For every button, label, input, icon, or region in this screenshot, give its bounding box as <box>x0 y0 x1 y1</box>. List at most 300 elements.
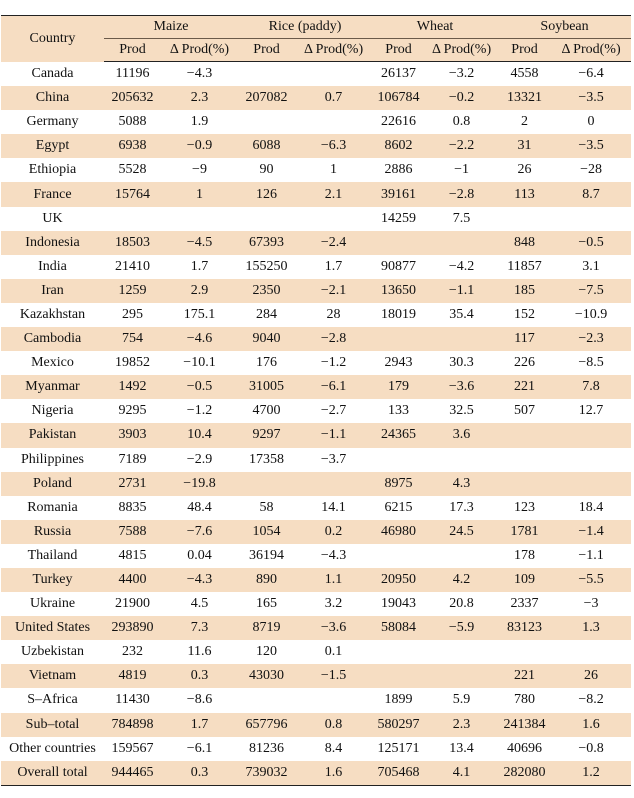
change-cell: −6.3 <box>295 134 372 158</box>
change-cell: −8.2 <box>578 692 604 708</box>
prod-cell: 133 <box>388 403 410 419</box>
change-cell: −2.7 <box>320 403 347 419</box>
change-cell: −3.5 <box>551 86 631 110</box>
change-cell: 28 <box>326 306 341 322</box>
change-cell: −4.5 <box>161 231 238 255</box>
change-cell: −1.1 <box>578 547 604 563</box>
change-cell: 1.7 <box>324 258 343 274</box>
country-cell: Egypt <box>1 134 104 158</box>
prod-cell: 739032 <box>238 761 295 786</box>
change-cell: −0.2 <box>425 86 498 110</box>
change-cell: 14.1 <box>321 499 346 515</box>
prod-cell <box>372 231 425 255</box>
table-row <box>1 496 631 520</box>
prod-cell <box>238 62 295 87</box>
table-row <box>1 568 631 592</box>
change-cell: −3.2 <box>448 66 475 82</box>
table-row <box>1 110 631 134</box>
subheader-maize-change: Δ Prod(%) <box>161 39 238 62</box>
change-cell: −4.2 <box>448 258 475 274</box>
prod-cell <box>104 207 161 231</box>
change-cell: −0.5 <box>161 375 238 399</box>
change-cell: −19.8 <box>161 472 238 496</box>
change-cell: −4.3 <box>161 568 238 592</box>
change-cell: −3 <box>583 596 599 612</box>
prod-cell: 6938 <box>104 134 161 158</box>
table-header <box>1 16 631 62</box>
change-cell <box>295 688 372 712</box>
prod-cell: 20950 <box>372 568 425 592</box>
prod-cell: 226 <box>514 355 536 371</box>
table-row <box>1 158 631 182</box>
change-cell: 0.1 <box>324 644 343 660</box>
change-cell <box>425 544 498 568</box>
prod-cell: 2731 <box>104 472 161 496</box>
prod-cell: 284 <box>256 306 278 322</box>
change-cell: −2.9 <box>186 451 213 467</box>
change-cell <box>425 448 498 472</box>
prod-cell: 11857 <box>507 258 542 274</box>
country-cell: Indonesia <box>1 231 104 255</box>
prod-cell: 14259 <box>381 210 417 226</box>
change-cell: 1 <box>330 162 338 178</box>
prod-cell: 11196 <box>115 66 150 82</box>
prod-cell: 126 <box>238 182 295 206</box>
prod-cell: 4819 <box>104 664 161 688</box>
table-row <box>1 592 631 616</box>
change-cell <box>551 423 631 447</box>
prod-cell: 40696 <box>507 740 543 756</box>
change-cell: 17.3 <box>449 499 474 515</box>
change-cell: 1.6 <box>551 713 631 737</box>
prod-cell: 848 <box>498 231 551 255</box>
country-cell: Myanmar <box>1 375 104 399</box>
change-cell: −2.2 <box>425 134 498 158</box>
change-cell: 0.8 <box>452 114 471 130</box>
change-cell <box>295 110 372 134</box>
prod-cell: 21900 <box>115 596 150 612</box>
prod-cell: 780 <box>514 692 536 708</box>
change-cell: 4.2 <box>425 568 498 592</box>
change-cell: −1.2 <box>320 355 347 371</box>
prod-cell: 2 <box>521 114 529 130</box>
prod-cell <box>372 544 425 568</box>
country-cell: India <box>38 258 67 274</box>
country-cell: Poland <box>1 472 104 496</box>
prod-cell: 31 <box>498 134 551 158</box>
change-cell: 11.6 <box>187 644 212 660</box>
prod-cell: 9295 <box>118 403 147 419</box>
prod-cell: 207082 <box>238 86 295 110</box>
country-cell: Ukraine <box>29 596 76 612</box>
prod-cell: 58084 <box>372 616 425 640</box>
change-cell: −2.8 <box>295 327 372 351</box>
prod-cell: 159567 <box>111 740 154 756</box>
prod-cell: 4400 <box>104 568 161 592</box>
prod-cell <box>498 640 551 664</box>
prod-cell: 39161 <box>372 182 425 206</box>
prod-cell: 19852 <box>115 355 150 371</box>
prod-cell: 705468 <box>372 761 425 786</box>
prod-cell: 890 <box>238 568 295 592</box>
table-row <box>1 279 631 303</box>
prod-cell: 120 <box>256 644 278 660</box>
table-body <box>1 62 631 786</box>
prod-cell <box>372 327 425 351</box>
change-cell: −7.6 <box>161 520 238 544</box>
table-row <box>1 544 631 568</box>
country-cell: Cambodia <box>1 327 104 351</box>
table-row <box>1 640 631 664</box>
table-row <box>1 664 631 688</box>
prod-cell: 6215 <box>384 499 413 515</box>
change-cell: 4.3 <box>425 472 498 496</box>
change-cell: −5.5 <box>551 568 631 592</box>
prod-cell: 580297 <box>372 713 425 737</box>
prod-cell: 2337 <box>510 596 539 612</box>
prod-cell: 1259 <box>104 279 161 303</box>
table-row <box>1 134 631 158</box>
country-cell: Turkey <box>1 568 104 592</box>
prod-cell: 106784 <box>372 86 425 110</box>
prod-cell: 1781 <box>498 520 551 544</box>
prod-cell: 24365 <box>372 423 425 447</box>
prod-cell: 507 <box>514 403 536 419</box>
prod-cell: 123 <box>514 499 536 515</box>
change-cell: 3.2 <box>324 596 343 612</box>
prod-cell: 754 <box>104 327 161 351</box>
change-cell <box>161 207 238 231</box>
prod-cell: 6088 <box>238 134 295 158</box>
prod-cell: 8602 <box>372 134 425 158</box>
change-cell: 0.7 <box>295 86 372 110</box>
prod-cell: 15764 <box>104 182 161 206</box>
subheader-maize-prod: Prod <box>104 39 161 62</box>
country-cell: Russia <box>1 520 104 544</box>
change-cell: −8.6 <box>186 692 213 708</box>
prod-cell <box>372 448 425 472</box>
prod-cell: 11430 <box>115 692 150 708</box>
change-cell: 7.5 <box>452 210 471 226</box>
prod-cell: 31005 <box>238 375 295 399</box>
prod-cell: 13321 <box>498 86 551 110</box>
table-row <box>1 423 631 447</box>
prod-cell: 178 <box>514 547 536 563</box>
change-cell: 32.5 <box>449 403 474 419</box>
prod-cell <box>238 472 295 496</box>
prod-cell: 7588 <box>104 520 161 544</box>
subheader-rice-prod: Prod <box>238 39 295 62</box>
prod-cell: 2350 <box>238 279 295 303</box>
subheader-soybean-prod: Prod <box>498 39 551 62</box>
change-cell: 18.4 <box>578 499 604 515</box>
change-cell: 0.3 <box>161 664 238 688</box>
table-row <box>1 182 631 206</box>
country-cell: Sub–total <box>1 713 104 737</box>
country-cell: Nigeria <box>31 403 74 419</box>
subheader-wheat-prod: Prod <box>372 39 425 62</box>
prod-cell: 8835 <box>118 499 147 515</box>
country-cell: China <box>1 86 104 110</box>
change-cell: 8.4 <box>324 740 343 756</box>
prod-cell: 176 <box>256 355 278 371</box>
prod-cell: 125171 <box>377 740 420 756</box>
change-cell <box>295 62 372 87</box>
change-cell: −2.3 <box>551 327 631 351</box>
change-cell: 3.6 <box>425 423 498 447</box>
change-cell: −8.5 <box>578 355 604 371</box>
change-cell: 4.1 <box>425 761 498 786</box>
country-cell: Philippines <box>20 451 84 467</box>
table-row <box>1 448 631 472</box>
change-cell: 0.3 <box>161 761 238 786</box>
prod-cell: 944465 <box>104 761 161 786</box>
country-cell: Iran <box>1 279 104 303</box>
change-cell: −1 <box>454 162 469 178</box>
prod-cell: 4700 <box>252 403 281 419</box>
change-cell: −4.3 <box>186 66 213 82</box>
prod-cell <box>238 207 295 231</box>
change-cell <box>425 231 498 255</box>
table-row <box>1 303 631 327</box>
change-cell: −0.8 <box>578 740 604 756</box>
change-cell: 1.7 <box>161 713 238 737</box>
country-cell: Kazakhstan <box>19 306 86 322</box>
change-cell: −6.4 <box>578 66 604 82</box>
prod-cell: 282080 <box>498 761 551 786</box>
prod-cell: 8719 <box>238 616 295 640</box>
prod-cell <box>498 448 551 472</box>
prod-cell <box>498 472 551 496</box>
subheader-rice-change: Δ Prod(%) <box>295 39 372 62</box>
country-cell: Romania <box>27 499 78 515</box>
change-cell: −4.6 <box>161 327 238 351</box>
table-row <box>1 713 631 737</box>
prod-cell: 26137 <box>381 66 417 82</box>
country-cell: Thailand <box>27 547 78 563</box>
change-cell <box>551 640 631 664</box>
prod-cell: 7189 <box>118 451 147 467</box>
change-cell: 1.9 <box>190 114 209 130</box>
country-cell: S–Africa <box>27 692 78 708</box>
prod-cell: 784898 <box>104 713 161 737</box>
change-cell: −3.6 <box>295 616 372 640</box>
change-cell: −1.2 <box>186 403 213 419</box>
change-cell: −9 <box>192 162 207 178</box>
prod-cell: 117 <box>498 327 551 351</box>
group-header-wheat: Wheat <box>372 16 498 39</box>
table-row <box>1 472 631 496</box>
change-cell: −0.5 <box>551 231 631 255</box>
change-cell: 0.8 <box>295 713 372 737</box>
change-cell: 0.04 <box>187 547 212 563</box>
prod-cell: 152 <box>514 306 536 322</box>
table-row <box>1 688 631 712</box>
change-cell: 12.7 <box>578 403 604 419</box>
table-row <box>1 761 631 786</box>
table-row <box>1 255 631 279</box>
country-cell: Canada <box>31 65 74 81</box>
prod-cell: 83123 <box>498 616 551 640</box>
country-cell: Ethiopia <box>28 162 77 178</box>
prod-cell: 36194 <box>249 547 285 563</box>
change-cell: 1.1 <box>295 568 372 592</box>
country-cell: Germany <box>26 114 79 130</box>
prod-cell: 221 <box>498 664 551 688</box>
subheader-wheat-change: Δ Prod(%) <box>425 39 498 62</box>
change-cell: −5.9 <box>425 616 498 640</box>
change-cell: 2.3 <box>161 86 238 110</box>
subheader-soybean-change: Δ Prod(%) <box>551 39 631 62</box>
change-cell: −2.4 <box>295 231 372 255</box>
prod-cell: 2943 <box>384 355 413 371</box>
change-cell <box>295 472 372 496</box>
prod-cell: 9297 <box>238 423 295 447</box>
change-cell: −3.6 <box>425 375 498 399</box>
change-cell: 7.8 <box>551 375 631 399</box>
table-row <box>1 399 631 423</box>
prod-cell: 109 <box>498 568 551 592</box>
prod-cell: 2886 <box>384 162 413 178</box>
change-cell: 5.9 <box>452 692 471 708</box>
table-row <box>1 231 631 255</box>
change-cell: 1 <box>161 182 238 206</box>
prod-cell: 8975 <box>372 472 425 496</box>
prod-cell <box>372 664 425 688</box>
country-cell: Pakistan <box>1 423 104 447</box>
prod-cell: 17358 <box>249 451 285 467</box>
prod-cell: 13650 <box>372 279 425 303</box>
prod-cell: 90877 <box>381 258 417 274</box>
group-header-rice: Rice (paddy) <box>238 16 372 39</box>
prod-cell: 113 <box>498 182 551 206</box>
prod-cell: 9040 <box>238 327 295 351</box>
change-cell: −1.5 <box>295 664 372 688</box>
country-cell: France <box>1 182 104 206</box>
prod-cell <box>238 110 295 134</box>
change-cell: 35.4 <box>449 306 474 322</box>
change-cell: 1.3 <box>551 616 631 640</box>
prod-cell: 22616 <box>381 114 417 130</box>
change-cell <box>295 207 372 231</box>
change-cell <box>551 207 631 231</box>
prod-cell: 19043 <box>381 596 417 612</box>
change-cell: 0 <box>587 114 595 130</box>
prod-cell: 58 <box>259 499 274 515</box>
group-header-soybean: Soybean <box>498 16 631 39</box>
change-cell <box>425 640 498 664</box>
change-cell: −6.1 <box>186 740 213 756</box>
change-cell: 1.6 <box>295 761 372 786</box>
change-cell: 2.9 <box>161 279 238 303</box>
change-cell: 8.7 <box>551 182 631 206</box>
country-cell: Uzbekistan <box>21 644 84 660</box>
prod-cell: 67393 <box>238 231 295 255</box>
prod-cell: 18019 <box>381 306 417 322</box>
prod-cell: 185 <box>498 279 551 303</box>
country-cell: UK <box>42 210 63 226</box>
prod-cell: 90 <box>259 162 274 178</box>
prod-cell <box>498 207 551 231</box>
change-cell: −10.1 <box>183 355 216 371</box>
change-cell <box>425 327 498 351</box>
table-row <box>1 351 631 375</box>
change-cell: 48.4 <box>187 499 212 515</box>
change-cell: −2.8 <box>425 182 498 206</box>
table-row <box>1 737 631 761</box>
country-cell: Overall total <box>1 761 104 786</box>
change-cell: 7.3 <box>161 616 238 640</box>
prod-cell <box>498 423 551 447</box>
table-row <box>1 327 631 351</box>
change-cell: 20.8 <box>449 596 474 612</box>
change-cell: −3.5 <box>551 134 631 158</box>
change-cell <box>551 472 631 496</box>
country-cell: United States <box>1 616 104 640</box>
group-header-maize: Maize <box>104 16 238 39</box>
prod-cell <box>238 688 295 712</box>
prod-cell: 1899 <box>384 692 413 708</box>
change-cell <box>425 664 498 688</box>
table-row <box>1 520 631 544</box>
change-cell: 2.3 <box>425 713 498 737</box>
prod-cell: 657796 <box>238 713 295 737</box>
prod-cell: 241384 <box>498 713 551 737</box>
prod-cell: 21410 <box>115 258 150 274</box>
prod-cell: 1054 <box>238 520 295 544</box>
change-cell: 4.5 <box>190 596 209 612</box>
change-cell: −0.9 <box>161 134 238 158</box>
prod-cell: 18503 <box>104 231 161 255</box>
prod-cell: 295 <box>122 306 143 322</box>
prod-cell: 205632 <box>104 86 161 110</box>
change-cell: 175.1 <box>183 306 216 322</box>
table-row <box>1 207 631 231</box>
prod-cell: 221 <box>498 375 551 399</box>
change-cell: 24.5 <box>425 520 498 544</box>
change-cell: 1.7 <box>190 258 209 274</box>
country-cell: Vietnam <box>1 664 104 688</box>
change-cell: −10.9 <box>574 306 608 322</box>
change-cell: 13.4 <box>449 740 474 756</box>
prod-cell: 179 <box>372 375 425 399</box>
change-cell: −3.7 <box>320 451 347 467</box>
table-row <box>1 616 631 640</box>
change-cell: 2.1 <box>295 182 372 206</box>
table-row <box>1 62 631 87</box>
change-cell: −1.1 <box>295 423 372 447</box>
prod-cell: 4558 <box>510 66 539 82</box>
table-row <box>1 86 631 110</box>
prod-cell: 81236 <box>249 740 285 756</box>
prod-cell: 293890 <box>104 616 161 640</box>
change-cell: 10.4 <box>161 423 238 447</box>
prod-cell: 4815 <box>118 547 147 563</box>
change-cell: −6.1 <box>295 375 372 399</box>
change-cell: −4.3 <box>320 547 347 563</box>
change-cell: 30.3 <box>449 355 474 371</box>
prod-cell: 165 <box>256 596 278 612</box>
change-cell: −1.1 <box>425 279 498 303</box>
change-cell: −2.1 <box>295 279 372 303</box>
country-cell: Other countries <box>9 740 96 756</box>
change-cell: −7.5 <box>551 279 631 303</box>
column-header-country: Country <box>29 30 76 46</box>
prod-cell: 43030 <box>238 664 295 688</box>
change-cell: 1.2 <box>551 761 631 786</box>
country-cell: Mexico <box>31 355 74 371</box>
prod-cell: 155250 <box>245 258 288 274</box>
